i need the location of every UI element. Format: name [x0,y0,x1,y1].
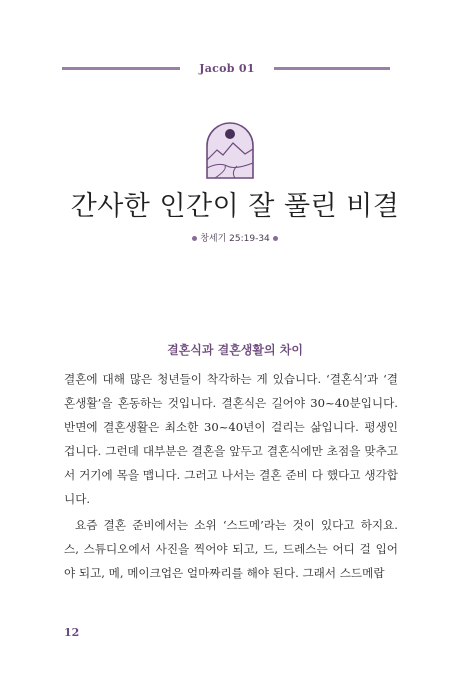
bullet-dot-icon [273,236,278,241]
chapter-header [62,62,390,76]
page-number: 12 [64,626,80,639]
header-rule-left [62,67,180,70]
paragraph: 요즘 결혼 준비에서는 소위 ‘스드메’라는 것이 있다고 하지요. 스, 스튜디오에서 사진을 찍어야 되고, 드, 드레스는 어디 걸 입어야 되고, 메, 메이크업은 얼마짜리를 해야 된다. 그래서 스드메랍 [64,518,398,580]
body-text [64,367,398,585]
chapter-label: Jacob 01 [199,62,255,75]
page-title: 간사한 인간이 잘 풀린 비결 [70,191,400,222]
header-rule-right [274,67,390,70]
bullet-dot-icon [192,236,197,241]
scripture-reference [0,232,470,246]
scripture-text: 창세기 25:19-34 [200,234,270,244]
landscape-emblem-icon [201,118,259,180]
paragraph: 결혼에 대해 많은 청년들이 착각하는 게 있습니다. ‘결혼식’과 ‘결혼생활’을 혼동하는 것입니다. 결혼식은 길어야 30~40분입니다. 반면에 결혼생활은 최소한 30~40년이 걸리는 삶입니다. 평생인 겁니다. 그런데 대부분은 결혼을 앞두고 결혼식에만 초점을 맞추고서 거기에 목을 맵니다. 그러고 나서는 결혼 준비 다 했다고 생각합니다. [64,372,398,506]
section-heading: 결혼식과 결혼생활의 차이 [167,343,303,357]
